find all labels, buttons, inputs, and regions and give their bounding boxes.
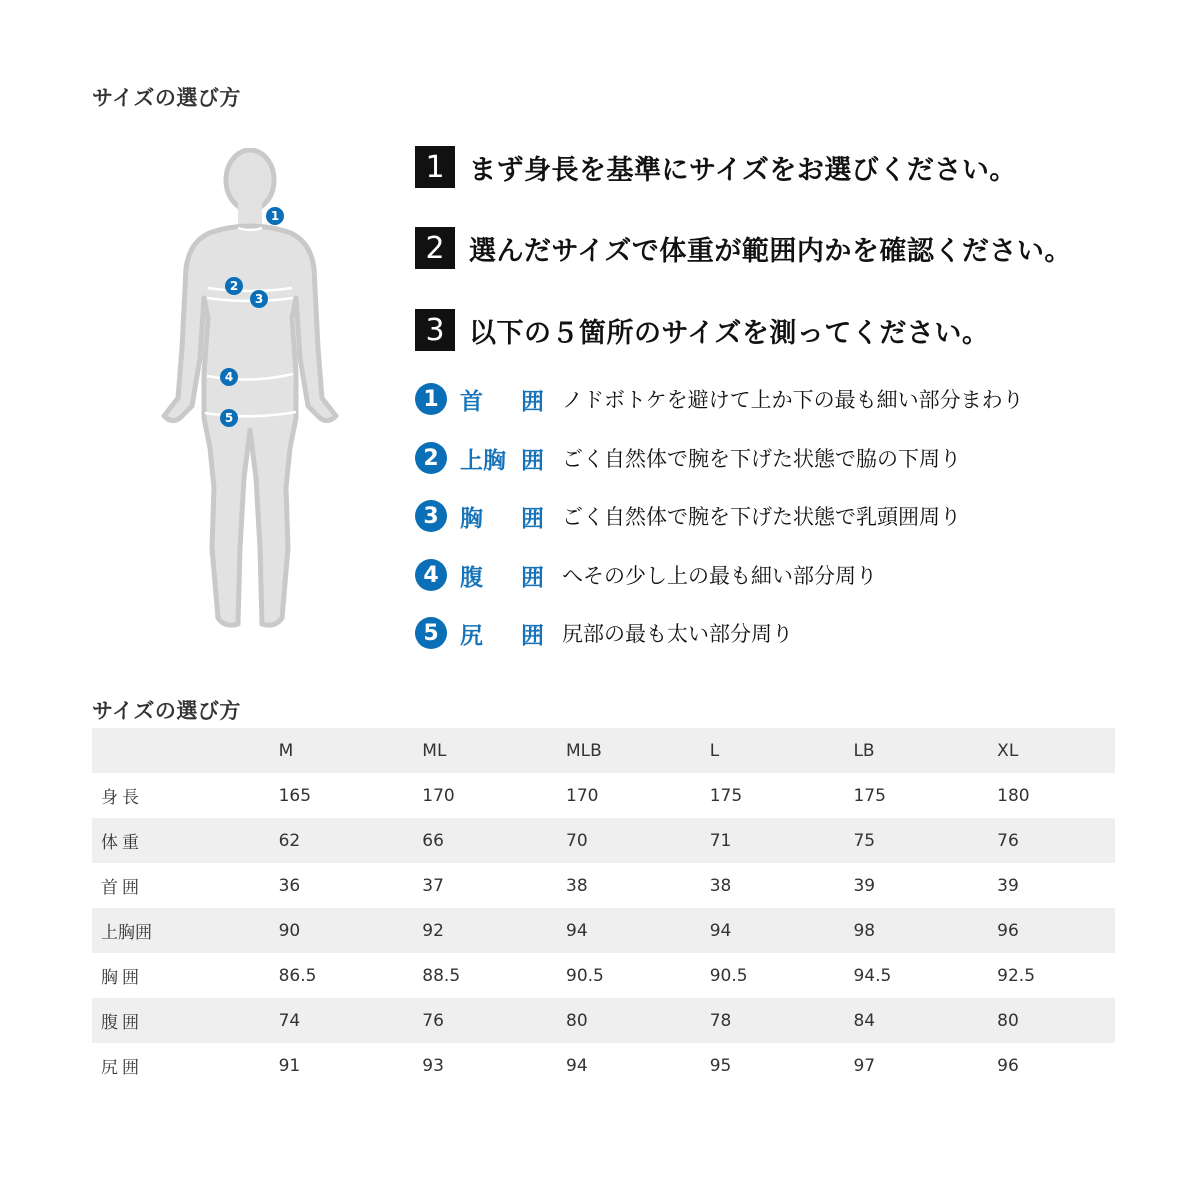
table-cell: 39 [853, 875, 876, 896]
table-cell: 90.5 [566, 965, 604, 986]
header-cell: L [709, 740, 720, 761]
table-cell: 96 [997, 920, 1019, 941]
number-badge-icon: 2 [415, 442, 447, 474]
row-label: 身長 [101, 788, 143, 808]
measure-point-upper-chest [415, 441, 961, 475]
body-measurement-figure [150, 148, 350, 648]
header-cell: MLB [566, 740, 602, 761]
table-cell: 94 [566, 1055, 588, 1076]
number-badge-icon: 4 [415, 559, 447, 591]
measure-description: ごく自然体で腕を下げた状態で脇の下周り [562, 447, 961, 471]
number-badge-icon: 5 [415, 617, 447, 649]
table-cell: 37 [422, 875, 444, 896]
marker-5: 5 [224, 411, 234, 425]
measure-point-neck [415, 382, 1024, 416]
table-cell: 94 [566, 920, 588, 941]
header-cell: LB [853, 740, 875, 761]
step-number: 1 [415, 146, 455, 188]
table-cell: 97 [853, 1055, 876, 1076]
table-cell: 86.5 [278, 965, 317, 986]
table-cell: 74 [278, 1010, 301, 1031]
measure-label: 尻 囲 [460, 622, 544, 649]
measure-label: 腹 囲 [460, 564, 544, 591]
number-badge-icon: 3 [415, 500, 447, 532]
table-cell: 92.5 [997, 965, 1036, 986]
table-row [92, 818, 1115, 863]
row-label: 腹囲 [101, 1013, 143, 1033]
table-cell: 170 [422, 785, 455, 806]
row-label: 首囲 [101, 878, 143, 898]
table-title: サイズの選び方 [92, 699, 241, 723]
step-text: 以下の５箇所のサイズを測ってください。 [469, 317, 990, 349]
row-label: 胸囲 [101, 968, 143, 988]
table-cell: 92 [422, 920, 444, 941]
step-2 [415, 227, 1072, 269]
table-cell: 80 [997, 1010, 1019, 1031]
measure-point-waist [415, 558, 877, 592]
table-header-row [92, 728, 1115, 773]
table-cell: 70 [566, 830, 588, 851]
row-label: 上胸囲 [101, 923, 152, 943]
marker-1: 1 [270, 209, 280, 223]
table-cell: 180 [997, 785, 1030, 806]
table-cell: 88.5 [422, 965, 461, 986]
measure-label: 上胸 囲 [460, 447, 544, 474]
table-cell: 76 [997, 830, 1019, 851]
step-3 [415, 309, 989, 351]
page-title: サイズの選び方 [92, 86, 241, 110]
table-cell: 170 [566, 785, 599, 806]
table-cell: 175 [853, 785, 886, 806]
table-cell: 98 [853, 920, 876, 941]
table-row [92, 998, 1115, 1043]
table-cell: 165 [278, 785, 312, 806]
table-row [92, 863, 1115, 908]
table-row [92, 953, 1115, 998]
table-cell: 94.5 [853, 965, 892, 986]
measure-description: ごく自然体で腕を下げた状態で乳頭囲周り [562, 505, 961, 529]
step-1 [415, 146, 1017, 188]
table-row [92, 908, 1115, 953]
table-cell: 94 [709, 920, 732, 941]
table-cell: 38 [566, 875, 588, 896]
size-table [92, 728, 1115, 1088]
measure-description: ノドボトケを避けて上か下の最も細い部分まわり [562, 388, 1024, 412]
table-cell: 96 [997, 1055, 1019, 1076]
step-text: 選んだサイズで体重が範囲内かを確認ください。 [469, 235, 1072, 267]
step-number: 2 [415, 227, 455, 269]
table-cell: 91 [278, 1055, 301, 1076]
row-label: 体重 [101, 833, 143, 853]
measure-label: 胸 囲 [460, 505, 544, 532]
table-cell: 38 [709, 875, 732, 896]
measure-label: 首 囲 [460, 388, 544, 415]
table-cell: 62 [278, 830, 301, 851]
table-cell: 78 [709, 1010, 732, 1031]
measure-description: へその少し上の最も細い部分周り [562, 564, 877, 588]
table-cell: 175 [709, 785, 743, 806]
header-cell: ML [422, 740, 447, 761]
table-cell: 36 [278, 875, 301, 896]
table-cell: 76 [422, 1010, 444, 1031]
measure-description: 尻部の最も太い部分周り [562, 622, 793, 646]
table-cell: 71 [709, 830, 732, 851]
table-cell: 75 [853, 830, 876, 851]
step-number: 3 [415, 309, 455, 351]
number-badge-icon: 1 [415, 383, 447, 415]
table-cell: 39 [997, 875, 1019, 896]
table-cell: 84 [853, 1010, 876, 1031]
table-cell: 90.5 [709, 965, 748, 986]
table-cell: 95 [709, 1055, 732, 1076]
table-row [92, 1043, 1115, 1088]
header-cell [92, 728, 279, 773]
measure-point-chest [415, 499, 961, 533]
header-cell: M [278, 740, 294, 761]
table-cell: 90 [278, 920, 301, 941]
header-cell: XL [997, 740, 1019, 761]
marker-2: 2 [229, 279, 239, 293]
table-cell: 93 [422, 1055, 444, 1076]
table-row [92, 773, 1115, 818]
row-label: 尻囲 [101, 1058, 143, 1078]
step-text: まず身長を基準にサイズをお選びください。 [469, 154, 1017, 186]
table-cell: 80 [566, 1010, 588, 1031]
marker-3: 3 [254, 292, 264, 306]
measure-point-hip [415, 616, 793, 650]
marker-4: 4 [224, 370, 234, 384]
table-cell: 66 [422, 830, 444, 851]
